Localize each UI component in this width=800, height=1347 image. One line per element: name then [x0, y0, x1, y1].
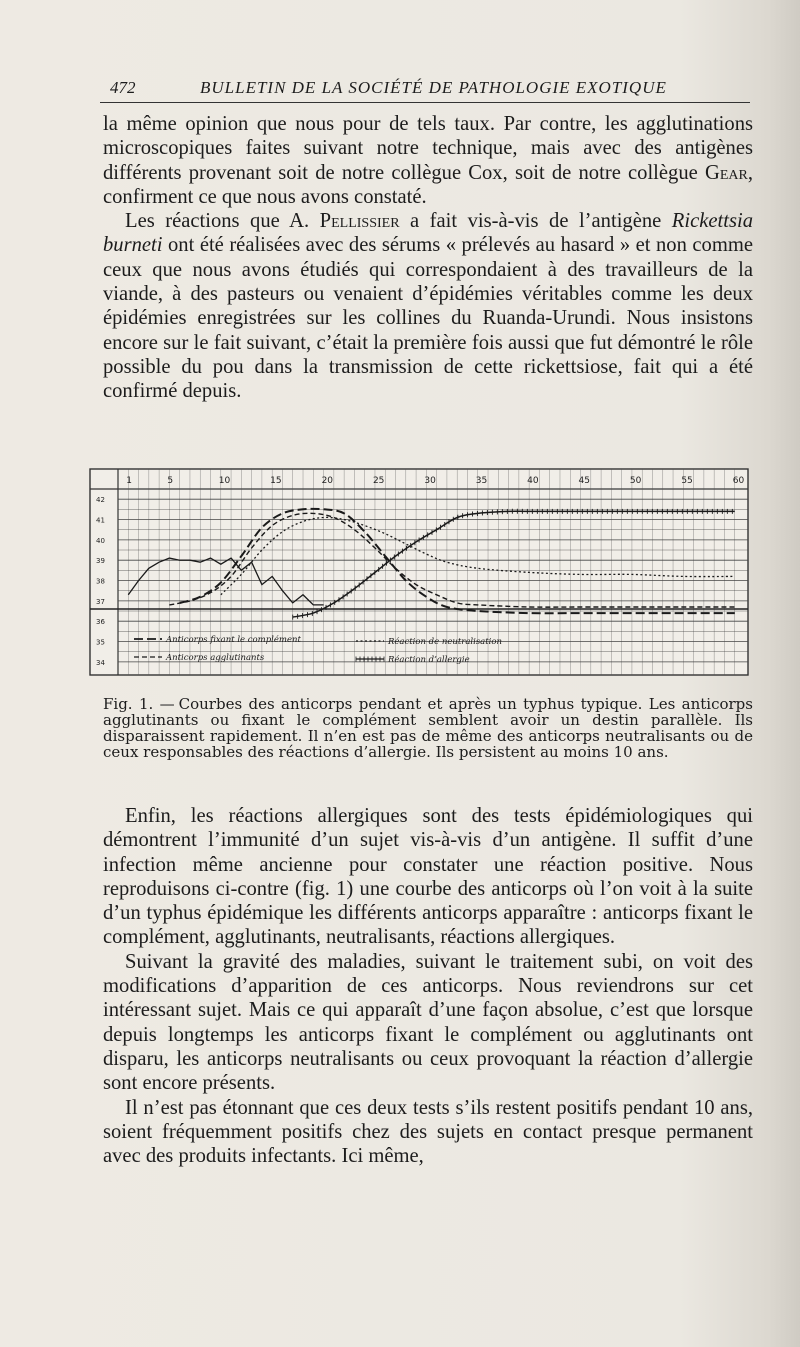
x-tick-label: 55 — [681, 476, 693, 486]
species-name: Rickettsia burneti — [103, 210, 753, 257]
x-tick-label: 20 — [321, 476, 334, 486]
y-tick-label: 34 — [96, 658, 105, 667]
x-tick-label: 60 — [732, 476, 745, 486]
x-tick-label: 10 — [218, 476, 231, 486]
page-header — [100, 76, 750, 103]
y-tick-label: 36 — [96, 618, 105, 627]
x-tick-label: 45 — [578, 476, 590, 486]
y-tick-label: 35 — [96, 638, 105, 647]
caption-text: Courbes des anticorps pendant et après un typhus typique. Les anticorps agglutinants ou fixant le complément semblent avoir un destin parallèle. Ils disparaissent rapidement. Il n’en est pas de même des anticorps neutralisants ou de ceux responsables des réactions d’allergie. Ils persistent au moins 10 ans. — [103, 695, 753, 761]
author-pellissier: Pellissier — [319, 210, 400, 233]
y-tick-label: 37 — [96, 597, 105, 606]
legend-label: Anticorps fixant le complément — [166, 635, 301, 645]
text-block-top — [103, 112, 753, 404]
y-tick-label: 42 — [96, 496, 105, 505]
y-tick-label: 40 — [96, 536, 105, 545]
paragraph-2: Les réactions que A. Pellissier a fait vis-à-vis de l’antigène Rickettsia burneti ont été réalisées avec des sérums « prélevés au hasard » et non comme ceux que nous avons étudiés qui correspondaient à des travailleurs de la viande, à des pasteurs ou venaient d’épidémies véritables comme les deux épidémies enregistrées sur les collines du Ruanda-Urundi. Nous insistons encore sur le fait suivant, c’était la première fois aussi que fut démontré le rôle possible du pou dans la transmission de cette rickettsiose, fait qui a été confirmé depuis. — [103, 210, 753, 403]
antibody-chart — [88, 467, 750, 677]
antibody-curves-figure — [88, 467, 750, 677]
x-tick-label: 40 — [527, 476, 539, 486]
y-tick-label: 41 — [96, 516, 105, 525]
y-tick-label: 39 — [96, 557, 105, 566]
author-gear: Gear — [704, 161, 748, 184]
x-tick-label: 30 — [424, 476, 436, 486]
x-tick-label: 1 — [126, 476, 133, 486]
running-head: BULLETIN DE LA SOCIÉTÉ DE PATHOLOGIE EXOTIQUE — [200, 78, 667, 97]
legend-label: Réaction de neutralisation — [388, 637, 502, 647]
paragraph-3: Enfin, les réactions allergiques sont des tests épidémiologiques qui démontrent l’immunité d’un sujet vis-à-vis d’un antigène. Il suffit d’une infection même ancienne pour constater une réaction positive. Nous reproduisons ci-contre (fig. 1) une courbe des anticorps où l’on voit à la suite d’un typhus épidémique les différents anticorps apparaître : anticorps fixant le complément, agglutinants, neutralisants, réactions allergiques. — [103, 805, 753, 949]
x-tick-label: 50 — [629, 476, 642, 486]
page-number: 472 — [110, 78, 136, 97]
figure-label: Fig. 1. — — [103, 695, 175, 713]
x-tick-label: 15 — [270, 476, 282, 486]
legend-label: Anticorps agglutinants — [166, 653, 265, 663]
legend-label: Réaction d’allergie — [388, 655, 470, 665]
x-tick-label: 25 — [372, 476, 385, 486]
x-tick-label: 35 — [475, 476, 488, 486]
paragraph-1: la même opinion que nous pour de tels taux. Par contre, les agglutinations microscopiques faites suivant notre technique, mais avec des antigènes différents provenant soit de notre collègue Cox, soit de notre collègue Gear, confirment ce que nous avons constaté. — [103, 113, 753, 208]
paragraph-4: Suivant la gravité des maladies, suivant le traitement subi, on voit des modifications d’apparition de ces anticorps. Nous reviendrons sur cet intéressant sujet. Mais ce qui apparaît d’une façon absolue, c’est que lorsque depuis longtemps les anticorps fixant le complément ou agglutinants ont disparu, les anticorps neutralisants ou ceux provoquant la réaction d’allergie sont encore présents. — [103, 950, 753, 1095]
x-tick-label: 5 — [167, 476, 174, 486]
paragraph-5: Il n’est pas étonnant que ces deux tests s’ils restent positifs pendant 10 ans, soient fréquemment positifs chez des sujets en contact presque permanent avec des produits infectants. Ici même, — [103, 1096, 753, 1168]
y-tick-label: 38 — [96, 577, 105, 586]
text-block-bottom — [103, 804, 753, 1168]
figure-caption — [103, 696, 753, 760]
